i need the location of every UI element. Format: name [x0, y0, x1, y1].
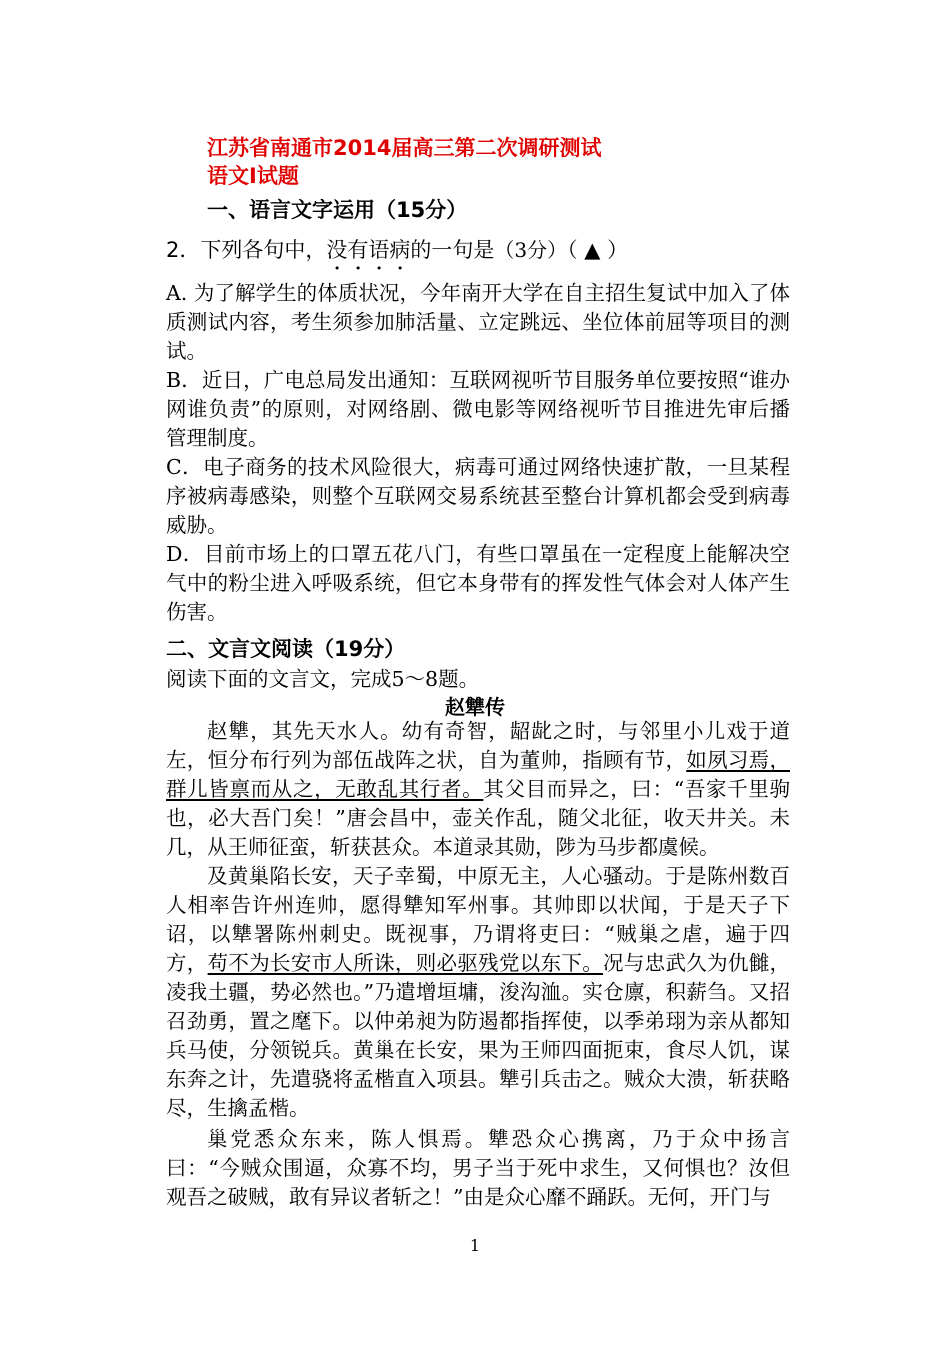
passage-paragraph-3: 巢党悉众东来，陈人惧焉。犨恐众心携离，乃于众中扬言曰：“今贼众围逼，众寡不均，男子当于死中求生，又何惧也？汝但观吾之破贼，敢有异议者斩之！”由是众心靡不踊跃。无何，开门与 [166, 1127, 790, 1209]
question-2-emphasis: 没有语病 [326, 238, 411, 262]
page-number: 1 [469, 1236, 481, 1255]
question-2-answer-blank: （ ▲ ） [567, 238, 629, 262]
passage-paragraph-2 [166, 862, 790, 1123]
paragraph-2-text-a: 及黄巢陷长安，天子幸蜀，中原无主，人心骚动。于是陈州数百人相率告许州连帅，愿得犨知军州事。其帅即以状闻，于是天子下诏，以犨署陈州刺史。既视事，乃谓将吏曰：“贼巢之虐，遍于四方， [166, 864, 790, 975]
paragraph-2-text-b: 况与忠武久为仇雠，凌我土疆，势必然也。”乃遣增垣墉，浚沟洫。实仓廪，积薪刍。又招召劲勇，置之麾下。以仲弟昶为防遏都指挥使，以季弟珝为亲从都知兵马使，分领锐兵。黄巢在长安，果为王师四面扼束，食尽人饥，谋东奔之计，先遣骁将孟楷直入项县。犨引兵击之。贼众大溃，斩获略尽，生擒孟楷。 [166, 951, 791, 1120]
option-a: A. 为了解学生的体质状况，今年南开大学在自主招生复试中加入了体质测试内容，考生须参加肺活量、立定跳远、坐位体前屈等项目的测试。 [166, 281, 790, 363]
paragraph-1-text-b: 其父目而异之，曰：“吾家千里驹也，必大吾门矣！”唐会昌中，壶关作乱，随父北征，收天井关。未几，从王师征蛮，斩获甚众。本道录其勋，陟为马步都虞候。 [166, 777, 791, 859]
exam-title: 江苏省南通市2014届高三第二次调研测试 [207, 136, 602, 160]
paragraph-1-text-a: 赵犨，其先天水人。幼有奇智，龆龀之时，与邻里小儿戏于道左，恒分布行列为部伍战阵之状，自为董帅，指顾有节， [166, 719, 790, 772]
passage-paragraph-1 [166, 717, 790, 862]
question-2-suffix: 的一句是 [410, 238, 495, 262]
paragraph-2-underlined: 苟不为长安市人所诛，则必驱残党以东下。 [207, 951, 604, 975]
option-b: B．近日，广电总局发出通知：互联网视听节目服务单位要按照“谁办网谁负责”的原则，对网络剧、微电影等网络视听节目推进先审后播管理制度。 [166, 368, 790, 450]
section2-instruction: 阅读下面的文言文，完成5～8题。 [166, 667, 480, 691]
section2-heading: 二、文言文阅读（19分） [166, 637, 406, 661]
section1-heading: 一、语言文字运用（15分） [207, 198, 468, 222]
passage-title: 赵犨传 [445, 695, 505, 719]
exam-subtitle: 语文Ⅰ试题 [207, 164, 299, 188]
option-d: D．目前市场上的口罩五花八门，有些口罩虽在一定程度上能解决空气中的粉尘进入呼吸系统，但它本身带有的挥发性气体会对人体产生伤害。 [166, 542, 790, 624]
question-2-points: （3分） [494, 238, 568, 262]
option-c: C．电子商务的技术风险很大，病毒可通过网络快速扩散，一旦某程序被病毒感染，则整个互联网交易系统甚至整台计算机都会受到病毒威胁。 [166, 455, 790, 537]
paragraph-1-underlined: 如夙习焉，群儿皆禀而从之，无敢乱其行者。 [166, 748, 791, 801]
question-2-prefix: 2．下列各句中， [166, 238, 327, 262]
question-2 [166, 234, 806, 275]
